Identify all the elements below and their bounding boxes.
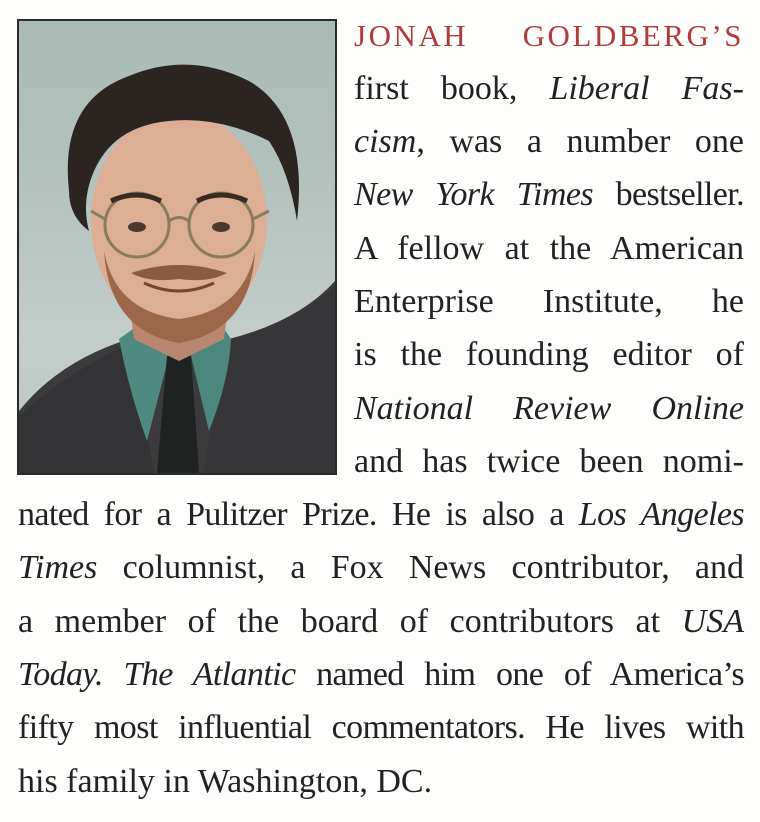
bio-text: nated for a Pulitzer Prize. He is also a (18, 496, 579, 533)
bio-text: first book, (354, 70, 550, 107)
author-photo (17, 19, 337, 475)
bio-line-3 (354, 168, 744, 221)
publication-italic: Los Angeles (578, 496, 744, 533)
author-name-heading (354, 9, 744, 62)
publication-italic: Today. The Atlantic (18, 656, 296, 693)
publication-italic: New York Times (354, 176, 593, 213)
bio-line-1 (354, 62, 744, 115)
bio-line-12 (18, 648, 744, 701)
bio-line-11 (18, 595, 744, 648)
bio-text: named him one of America’s (295, 656, 744, 693)
bio-text: fifty most influential commentators. He lives with (18, 709, 744, 746)
bio-line-5 (354, 275, 744, 328)
bio-text: and has twice been nomi- (354, 443, 744, 480)
bio-text: A fellow at the American (354, 230, 744, 267)
book-title-italic: cism (354, 123, 417, 160)
bio-text: his family in Washington, DC. (18, 763, 433, 800)
bio-line-14 (18, 755, 744, 808)
bio-text: is the founding editor of (354, 336, 744, 373)
bio-line-8 (354, 435, 744, 488)
bio-text: columnist, a Fox News contributor, and (97, 549, 744, 586)
publication-italic: National Review Online (354, 390, 744, 427)
book-title-italic: Liberal Fas- (549, 70, 744, 107)
publication-italic: Times (18, 549, 98, 586)
author-name: JONAH GOLDBERG’S (354, 18, 744, 53)
bio-line-10 (18, 541, 744, 594)
bio-text: Enterprise Institute, he (354, 283, 744, 320)
publication-italic: USA (681, 603, 744, 640)
bio-text: , was a number one (416, 123, 744, 160)
bio-text: bestseller. (592, 176, 744, 213)
bio-text: a member of the board of contributors at (18, 603, 682, 640)
bio-line-6 (354, 328, 744, 381)
bio-line-7 (354, 382, 744, 435)
bio-line-2 (354, 115, 744, 168)
bio-line-13 (18, 701, 744, 754)
author-portrait-illustration (19, 21, 335, 473)
bio-line-4 (354, 222, 744, 275)
bio-line-9 (18, 488, 744, 541)
